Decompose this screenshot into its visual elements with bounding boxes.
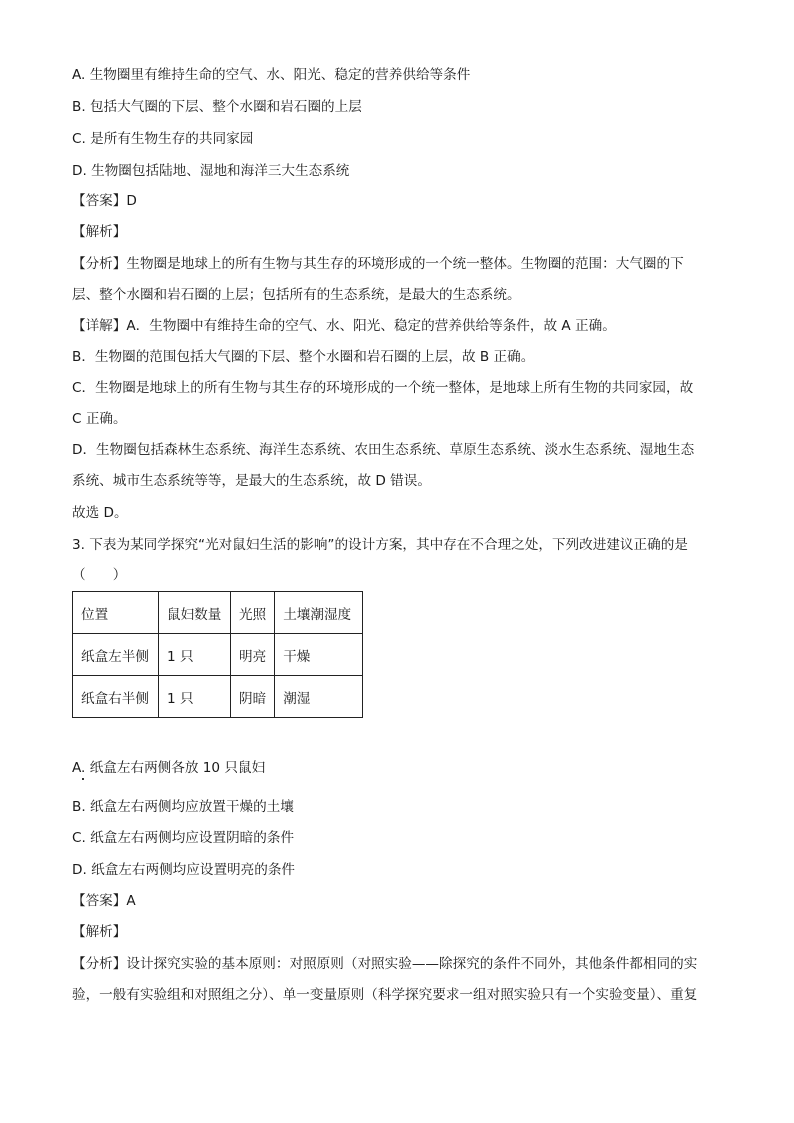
q2-explanation-line: B．生物圈的范围包括大气圈的下层、整个水圈和岩石圈的上层，故 B 正确。 — [72, 349, 535, 365]
q2-option-d: D. 生物圈包括陆地、湿地和海洋三大生态系统 — [72, 163, 350, 179]
table-header-cell: 鼠妇数量 — [159, 592, 231, 634]
q2-option-c: C. 是所有生物生存的共同家园 — [72, 131, 254, 147]
q3-stem: 3. 下表为某同学探究“光对鼠妇生活的影响”的设计方案，其中存在不合理之处，下列改进建议正确的是 — [72, 537, 688, 553]
experiment-table — [72, 591, 363, 718]
q2-explanation-line: 【详解】A．生物圈中有维持生命的空气、水、阳光、稳定的营养供给等条件，故 A 正确。 — [72, 318, 616, 334]
q3-answer: 【答案】A — [72, 893, 136, 909]
table-row — [73, 676, 363, 718]
table-cell: 潮湿 — [275, 676, 363, 718]
q2-explanation-line: 【分析】生物圈是地球上的所有生物与其生存的环境形成的一个统一整体。生物圈的范围：大气圈的下 — [72, 256, 684, 272]
table-cell: 干燥 — [275, 634, 363, 676]
table-row — [73, 634, 363, 676]
table-header-row — [73, 592, 363, 634]
table-header-cell: 光照 — [231, 592, 275, 634]
q3-explanation-line: 【分析】设计探究实验的基本原则：对照原则（对照实验——除探究的条件不同外，其他条件都相同的实 — [72, 956, 698, 972]
q3-analysis-heading: 【解析】 — [72, 924, 127, 940]
table-cell: 1 只 — [159, 676, 231, 718]
q2-explanation-line: C 正确。 — [72, 411, 127, 427]
q2-option-b: B. 包括大气圈的下层、整个水圈和岩石圈的上层 — [72, 99, 362, 115]
q3-option-c: C. 纸盒左右两侧均应设置阴暗的条件 — [72, 830, 295, 846]
table-header-cell: 位置 — [73, 592, 159, 634]
q3-option-b: B. 纸盒左右两侧均应放置干燥的土壤 — [72, 799, 294, 815]
q2-analysis-heading: 【解析】 — [72, 224, 127, 240]
table-cell: 纸盒右半侧 — [73, 676, 159, 718]
table-cell: 1 只 — [159, 634, 231, 676]
q2-option-a: A. 生物圈里有维持生命的空气、水、阳光、稳定的营养供给等条件 — [72, 67, 471, 83]
q2-explanation-line: 故选 D。 — [72, 505, 128, 521]
q3-stem-blank: （ ） — [72, 567, 127, 583]
q2-explanation-line: 层、整个水圈和岩石圈的上层；包括所有的生态系统，是最大的生态系统。 — [72, 287, 521, 303]
q3-option-a: A. 纸盒左右两侧各放 10 只鼠妇 — [72, 760, 266, 776]
table-cell: 明亮 — [231, 634, 275, 676]
q2-explanation-line: 系统、城市生态系统等等，是最大的生态系统，故 D 错误。 — [72, 473, 431, 489]
q2-answer: 【答案】D — [72, 193, 137, 209]
stray-mark — [82, 778, 84, 780]
q2-explanation-line: C．生物圈是地球上的所有生物与其生存的环境形成的一个统一整体，是地球上所有生物的共同家园，故 — [72, 380, 694, 396]
table-header-cell: 土壤潮湿度 — [275, 592, 363, 634]
q2-explanation-line: D．生物圈包括森林生态系统、海洋生态系统、农田生态系统、草原生态系统、淡水生态系统、湿地生态 — [72, 442, 695, 458]
table-cell: 阴暗 — [231, 676, 275, 718]
table-cell: 纸盒左半侧 — [73, 634, 159, 676]
q3-explanation-line: 验，一般有实验组和对照组之分）、单一变量原则（科学探究要求一组对照实验只有一个实验变量）、重复 — [72, 987, 698, 1003]
q3-option-d: D. 纸盒左右两侧均应设置明亮的条件 — [72, 862, 296, 878]
